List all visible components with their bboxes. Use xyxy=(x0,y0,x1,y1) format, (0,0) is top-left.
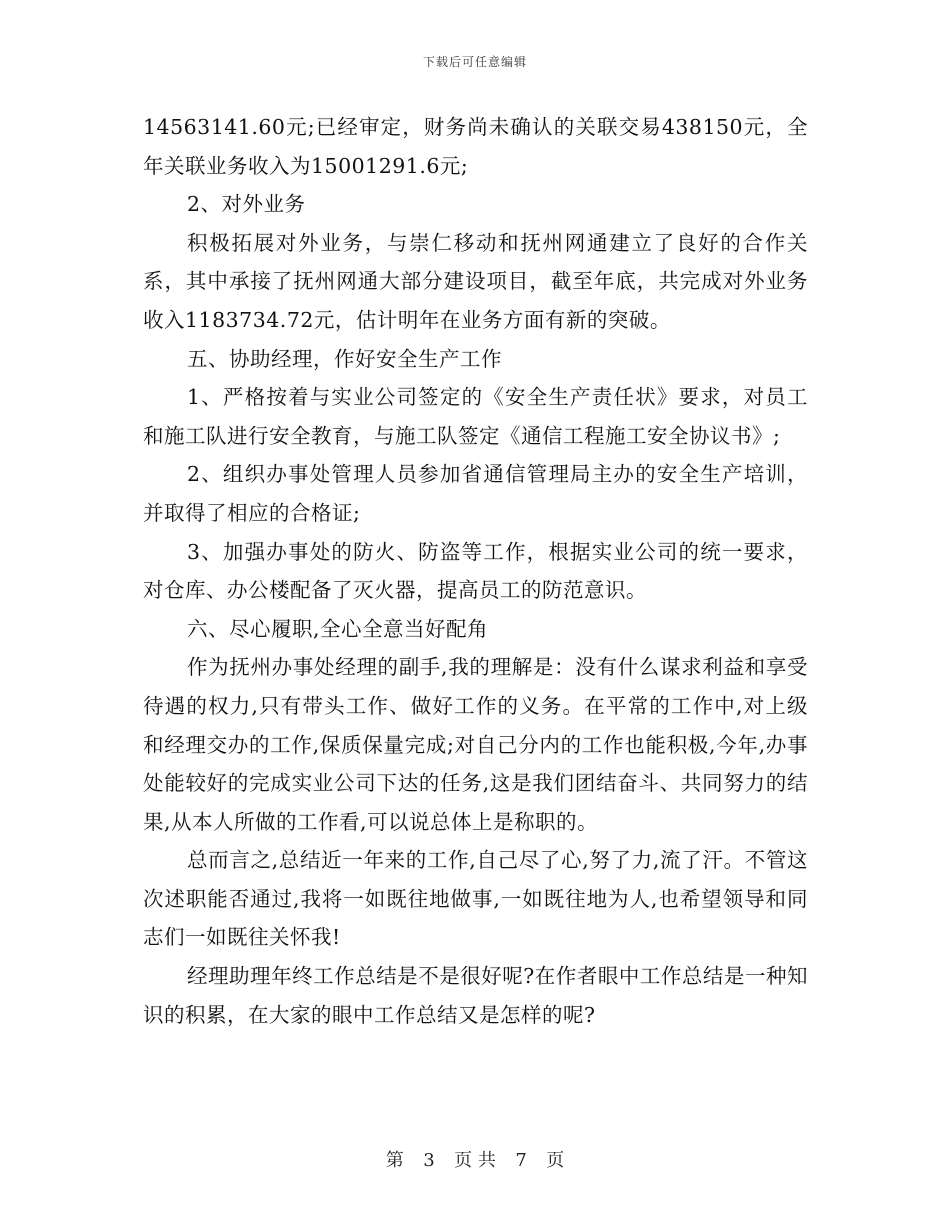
footer-middle: 页 共 xyxy=(454,1150,496,1171)
paragraph-10: 总而言之,总结近一年来的工作,自己尽了心,努了力,流了汗。不管这次述职能否通过,我将一如既往地做事,一如既往地为人,也希望领导和同志们一如既往关怀我! xyxy=(143,848,808,950)
document-body xyxy=(143,108,808,1034)
paragraph-1: 14563141.60元;已经审定，财务尚未确认的关联交易438150元，全年关联业务收入为15001291.6元; xyxy=(143,115,808,178)
section-heading-6: 六、尽心履职,全心全意当好配角 xyxy=(187,616,489,641)
paragraph-5: 1、严格按着与实业公司签定的《安全生产责任状》要求，对员工和施工队进行安全教育，与施工队签定《通信工程施工安全协议书》; xyxy=(143,385,808,448)
paragraph-6: 2、组织办事处管理人员参加省通信管理局主办的安全生产培训，并取得了相应的合格证; xyxy=(143,462,808,525)
paragraph-2: 2、对外业务 xyxy=(187,192,306,217)
paragraph-7: 3、加强办事处的防火、防盗等工作，根据实业公司的统一要求，对仓库、办公楼配备了灭火器，提高员工的防范意识。 xyxy=(143,539,808,603)
total-pages-number: 7 xyxy=(515,1150,527,1171)
footer-prefix: 第 xyxy=(385,1150,404,1171)
section-heading-5: 五、协助经理，作好安全生产工作 xyxy=(187,346,502,371)
page-header xyxy=(0,53,950,70)
footer-suffix: 页 xyxy=(546,1150,565,1171)
header-text: 下载后可任意编辑 xyxy=(422,55,527,69)
current-page-number: 3 xyxy=(423,1150,435,1171)
page-footer xyxy=(0,1146,950,1172)
paragraph-3: 积极拓展对外业务，与崇仁移动和抚州网通建立了良好的合作关系，其中承接了抚州网通大部分建设项目，截至年底，共完成对外业务收入1183734.72元，估计明年在业务方面有新的突破。 xyxy=(143,230,808,332)
paragraph-11: 经理助理年终工作总结是不是很好呢?在作者眼中工作总结是一种知识的积累，在大家的眼中工作总结又是怎样的呢? xyxy=(143,964,808,1027)
paragraph-9: 作为抚州办事处经理的副手,我的理解是：没有什么谋求利益和享受待遇的权力,只有带头工作、做好工作的义务。在平常的工作中,对上级和经理交办的工作,保质保量完成;对自己分内的工作也能积极,今年,办事处能较好的完成实业公司下达的任务,这是我们团结奋斗、共同努力的结果,从本人所做的工作看,可以说总体上是称职的。 xyxy=(143,655,808,834)
